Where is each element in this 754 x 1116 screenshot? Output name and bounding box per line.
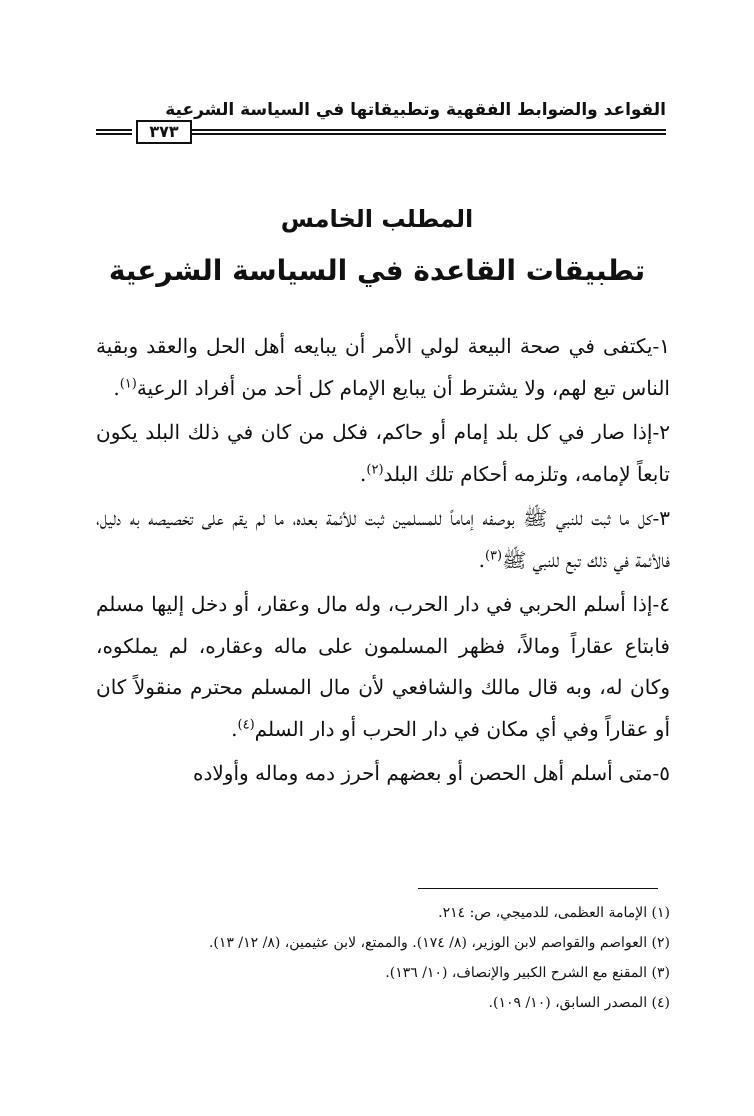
paragraph-text: ٤-إذا أسلم الحربي في دار الحرب، وله مال وعقار، أو دخل إليها مسلم فابتاع عقاراً ومالاً، فظهر المسلمون على ماله وعقاره، لم يملكوه، وكان له، وبه قال مالك والشافعي لأن مال المسلم محترم منقولاً كان أو عقاراً وفي أي مكان في دار الحرب أو دار السلم [96,592,670,741]
footnote-2: (٢) العواصم والقواصم لابن الوزير، (٨/ ١٧٤). والممتع، لابن عثيمين، (٨/ ١٢/ ١٣). [208,935,670,951]
footnote-marker: (٢) [366,461,384,477]
paragraph-text: ١-يكتفى في صحة البيعة لولي الأمر أن يبايعه أهل الحل والعقد وبقية الناس تبع لهم، ولا يشترط أن يبايع الإمام كل أحد من أفراد الرعية [96,334,670,400]
footnote-marker: (٤) [237,716,255,732]
paragraph-2 [96,412,670,495]
footnotes [96,898,670,1018]
paragraph-text: ٣-كل ما ثبت للنبي ﷺ بوصفه إماماً للمسلمين ثبت للأئمة بعده، ما لم يقم على تخصيصه به دليل، فالأئمة في ذلك تبع للنبي ﷺ [96,506,670,572]
paragraph-text: ٢-إذا صار في كل بلد إمام أو حاكم، فكل من كان في ذلك البلد يكون تابعاً لإمامه، وتلزمه أحكام تلك البلد [96,420,670,486]
paragraph-end: . [231,716,238,741]
header-rule-left [96,129,132,135]
page-number: ٣٧٣ [136,120,192,144]
header-rule-right [192,129,666,135]
paragraph-5 [96,753,670,795]
paragraph-1 [96,326,670,409]
paragraph-3 [96,498,670,581]
footnote-separator [418,888,658,889]
paragraph-end: . [113,375,120,400]
footnote-4: (٤) المصدر السابق، (١٠/ ١٠٩). [488,995,670,1011]
body-text [96,326,670,798]
paragraph-4 [96,584,670,750]
footnote-marker: (٣) [484,547,503,563]
running-header [96,100,666,144]
header-title: القواعد والضوابط الفقهية وتطبيقاتها في السياسة الشرعية [165,100,666,120]
paragraph-end: . [478,547,485,572]
footnote-3: (٣) المقنع مع الشرح الكبير والإنصاف، (١٠/ ١٣٦). [385,965,670,981]
paragraph-end: . [360,461,367,486]
paragraph-text: ٥-متى أسلم أهل الحصن أو بعضهم أحرز دمه وماله وأولاده [193,761,670,785]
section-title: المطلب الخامس [280,205,474,233]
footnote-marker: (١) [119,375,137,391]
section-subtitle: تطبيقات القاعدة في السياسة الشرعية [108,254,646,287]
footnote-1: (١) الإمامة العظمى، للدميجي، ص: ٢١٤. [438,905,670,921]
